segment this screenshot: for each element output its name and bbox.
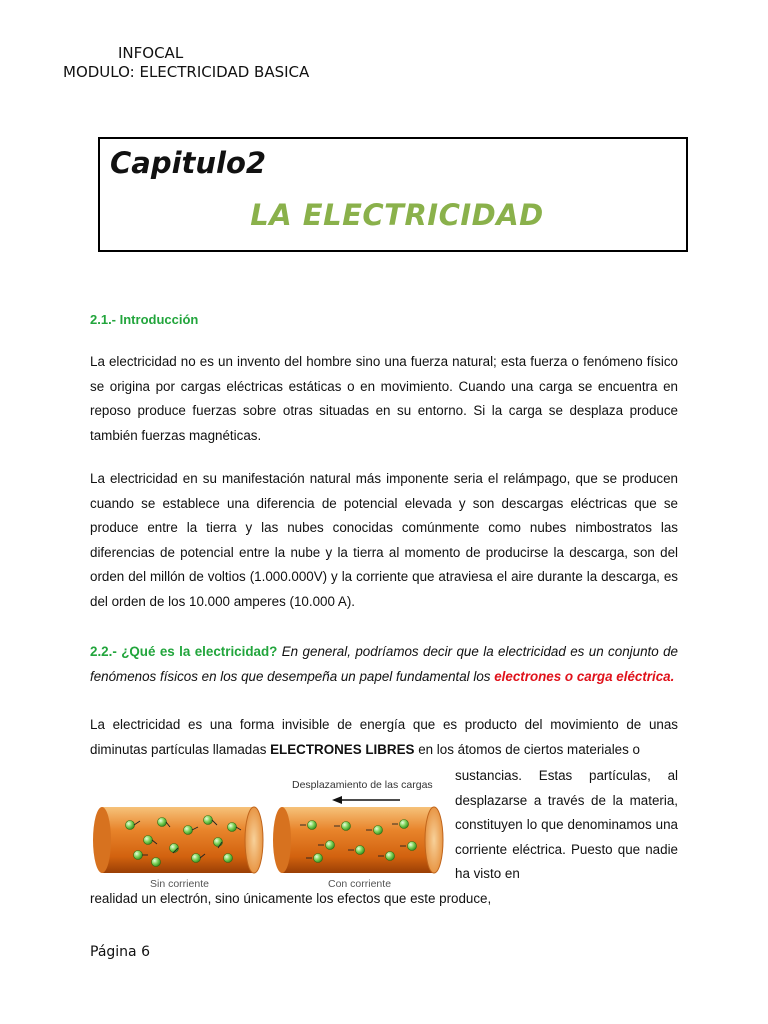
page-number: Página 6 <box>90 944 150 960</box>
definition-text: En general, podríamos decir que la electricidad es un conjunto de fenómenos físicos en los que desempeña un papel fundamental los <box>90 644 678 684</box>
paragraph-side-text: sustancias. Estas partículas, al desplazarse a través de la materia, constituyen lo que denominamos una corriente eléctrica. Puesto que nadie ha visto en <box>455 768 678 881</box>
chapter-title: LA ELECTRICIDAD <box>250 198 544 232</box>
paragraph-electrones-libres <box>90 713 678 762</box>
electrones-text-a: La electricidad es una forma invisible de energía que es producto del movimiento de unas diminutas partículas llamadas <box>90 717 678 757</box>
paragraph-intro-2: La electricidad en su manifestación natural más imponente seria el relámpago, que se producen cuando se establece una diferencia de potencial elevada y son descargas eléctricas que se produce entre la tierra y las nubes conocidas comúnmente como nubes nimbostratos las diferencias de potencial entre la nube y la tierra al momento de producirse la descarga, son del orden del millón de voltios (1.000.000V) y la corriente que atraviesa el aire durante la descarga, es del orden de los 10.000 amperes (10.000 A). <box>90 471 678 609</box>
left-arrow-icon <box>332 796 400 804</box>
chapter-number: Capitulo2 <box>110 146 267 180</box>
highlight-electrones: electrones o carga eléctrica. <box>494 668 675 684</box>
paragraph-que-es <box>90 640 678 689</box>
tube-con-corriente <box>273 807 443 890</box>
arrow-label: Desplazamiento de las cargas <box>292 779 433 791</box>
caption-sin-corriente: Sin corriente <box>150 878 209 890</box>
electron-flow-figure <box>90 770 450 890</box>
caption-con-corriente: Con corriente <box>328 878 392 890</box>
electrones-text-b: en los átomos de ciertos materiales o <box>414 741 640 757</box>
header-module: MODULO: ELECTRICIDAD BASICA <box>63 63 310 81</box>
bold-electrones-libres: ELECTRONES LIBRES <box>270 741 415 757</box>
section-heading-introduccion: 2.1.- Introducción <box>90 312 199 327</box>
header-org: INFOCAL <box>118 44 184 62</box>
section-heading-que-es: 2.2.- ¿Qué es la electricidad? <box>90 644 278 659</box>
tube-sin-corriente <box>93 807 263 890</box>
paragraph-intro-1: La electricidad no es un invento del hombre sino una fuerza natural; esta fuerza o fenómeno físico se origina por cargas eléctricas estáticas o en movimiento. Cuando una carga se encuentra en reposo produce fuerzas sobre otras situadas en su entorno. Si la carga se desplaza produce también fuerzas magnéticas. <box>90 354 678 443</box>
chapter-title-box <box>98 137 688 252</box>
paragraph-bottom-line: realidad un electrón, sino únicamente los efectos que este produce, <box>90 891 492 906</box>
